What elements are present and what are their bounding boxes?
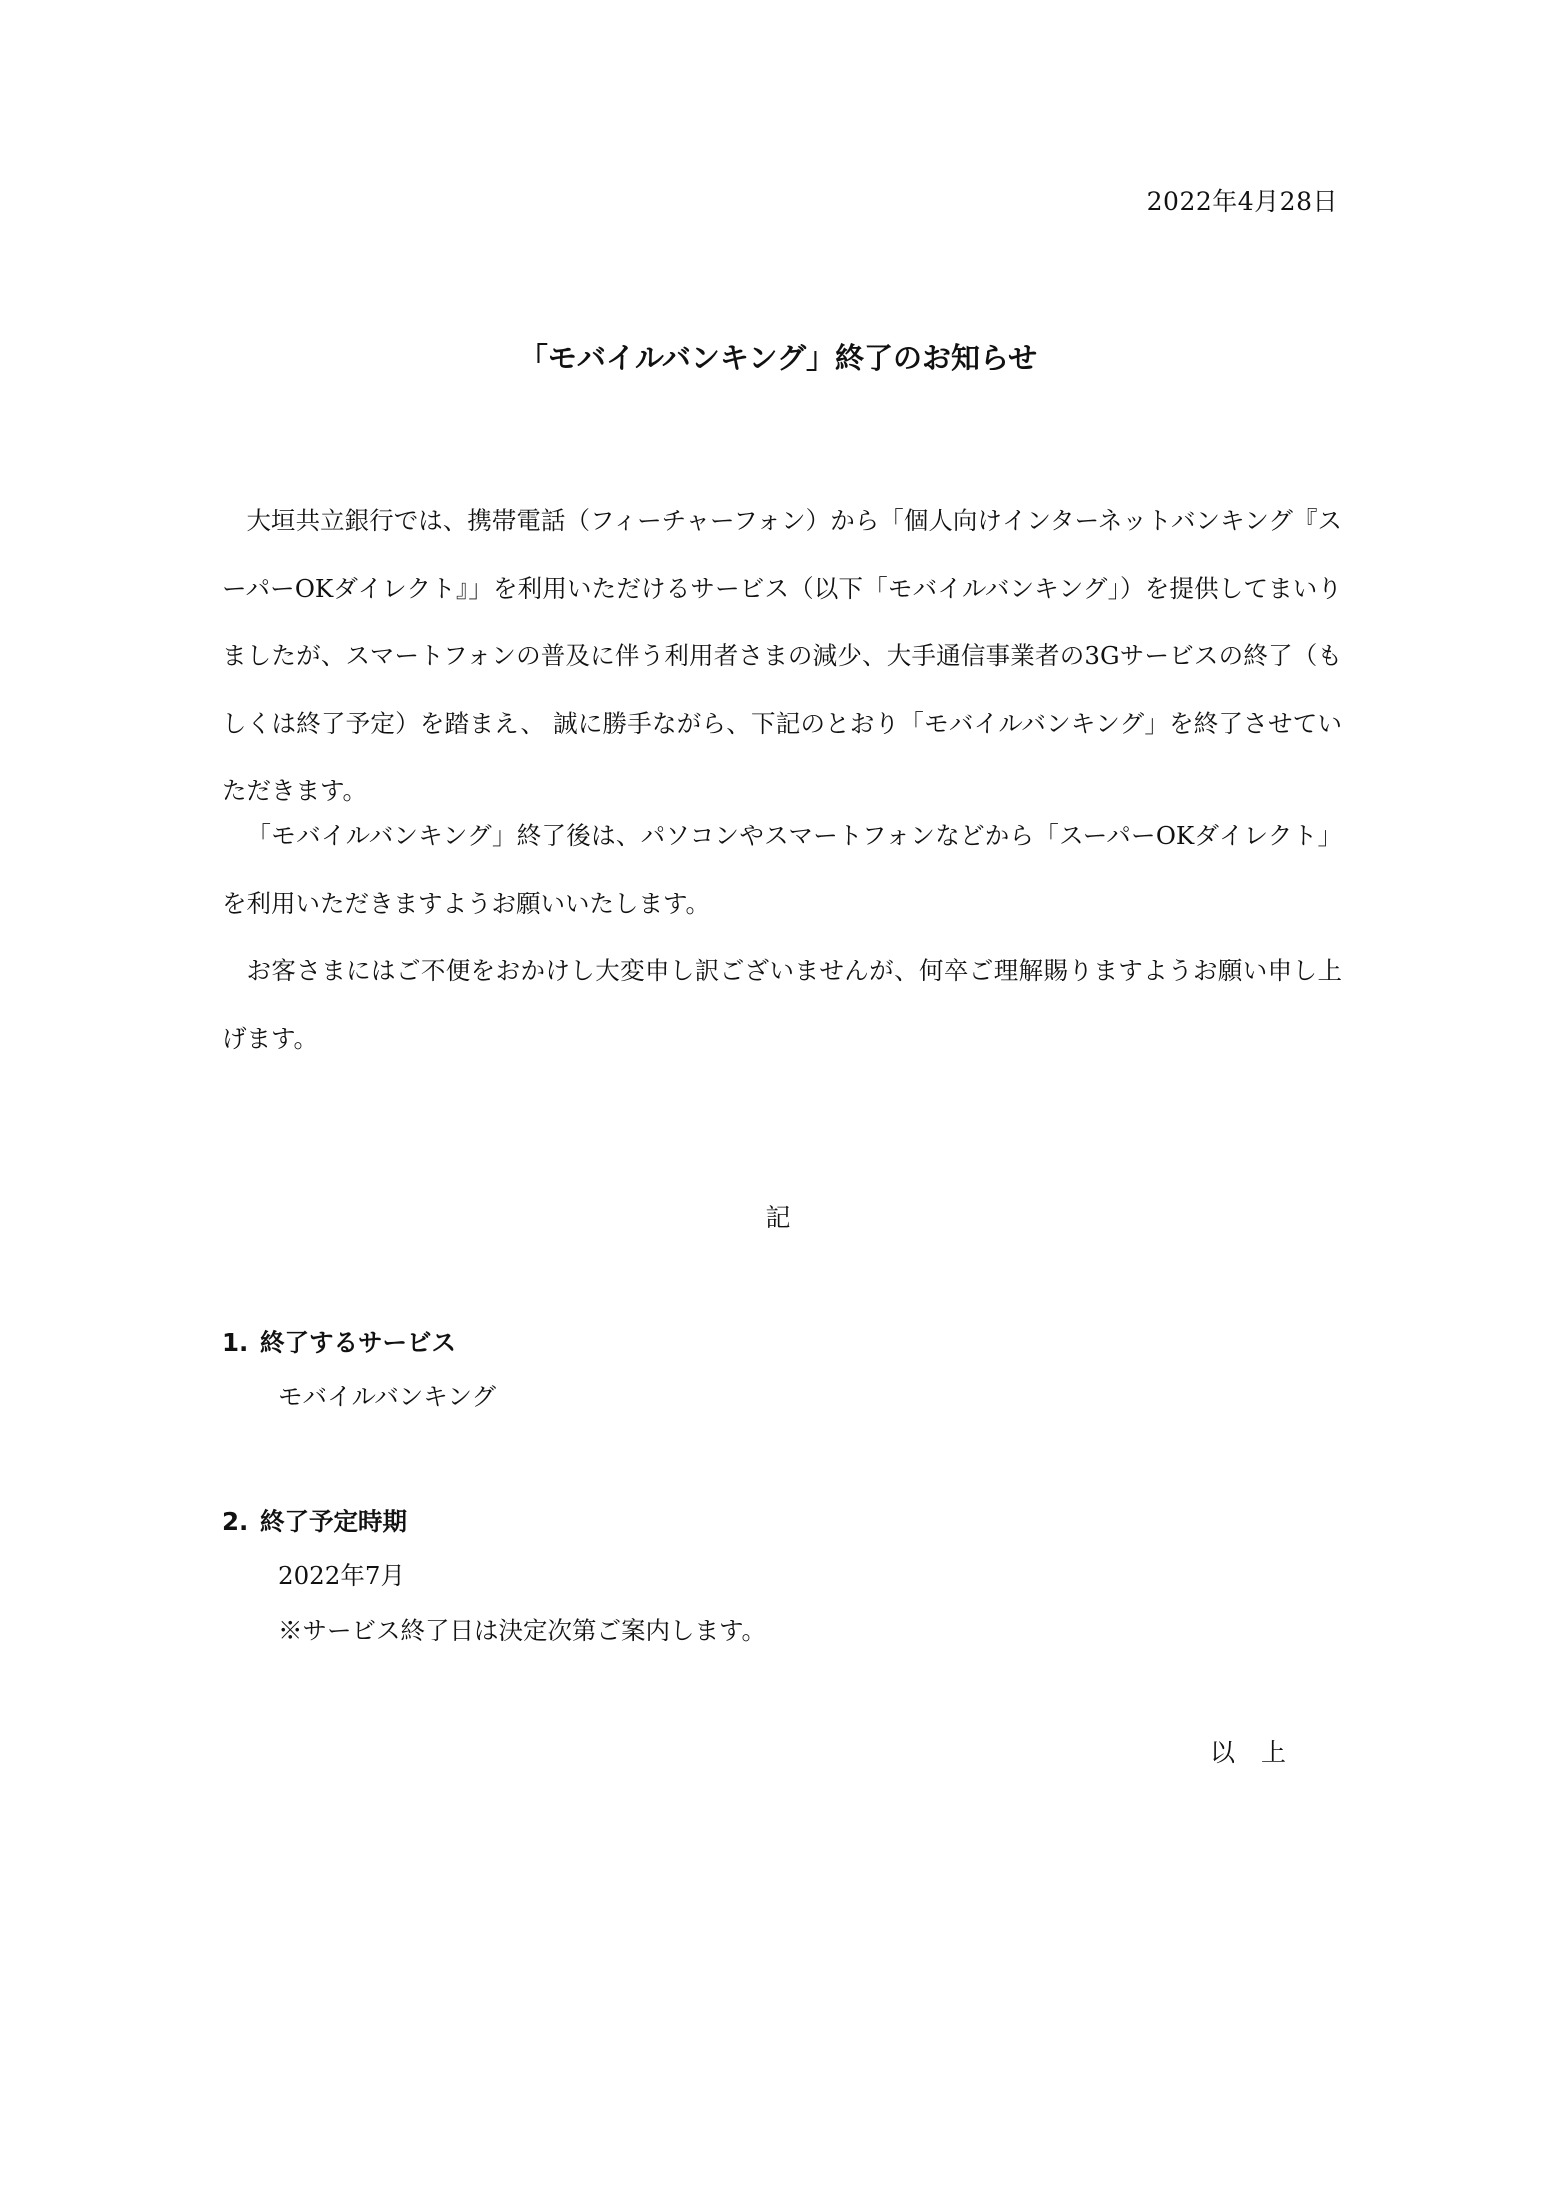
section-1-line-1: モバイルバンキング xyxy=(278,1382,497,1411)
closing-mark: 以上 xyxy=(1209,1738,1312,1767)
body-paragraph-1: 大垣共立銀行では、携帯電話（フィーチャーフォン）から「個人向けインターネットバンキング『スーパーOKダイレクト』」を利用いただけるサービス（以下「モバイルバンキング」）を提供してまいりましたが、スマートフォンの普及に伴う利用者さまの減少、大手通信事業者の3Gサービスの終了（もしくは終了予定）を踏まえ、 誠に勝手ながら、下記のとおり「モバイルバンキング」を終了させていただきます。 xyxy=(222,506,1342,805)
section-2-title: 終了予定時期 xyxy=(260,1507,407,1536)
body-paragraph-2: 「モバイルバンキング」終了後は、パソコンやスマートフォンなどから「スーパーOKダイレクト」を利用いただきますようお願いいたします。 xyxy=(222,821,1342,918)
section-2-heading xyxy=(222,1503,407,1538)
body-paragraph-3: お客さまにはご不便をおかけし大変申し訳ございませんが、何卒ご理解賜りますようお願い申し上げます。 xyxy=(222,956,1342,1053)
document-title: 「モバイルバンキング」終了のお知らせ xyxy=(518,341,1038,375)
section-1-title: 終了するサービス xyxy=(260,1328,456,1357)
section-2-number: 2. xyxy=(222,1507,249,1536)
document-date: 2022年4月28日 xyxy=(1146,187,1338,216)
ki-heading: 記 xyxy=(765,1203,791,1232)
section-1-heading xyxy=(222,1324,456,1359)
section-1-number: 1. xyxy=(222,1328,249,1357)
section-2-line-2: ※サービス終了日は決定次第ご案内します。 xyxy=(278,1616,767,1645)
section-2-line-1: 2022年7月 xyxy=(278,1561,405,1590)
